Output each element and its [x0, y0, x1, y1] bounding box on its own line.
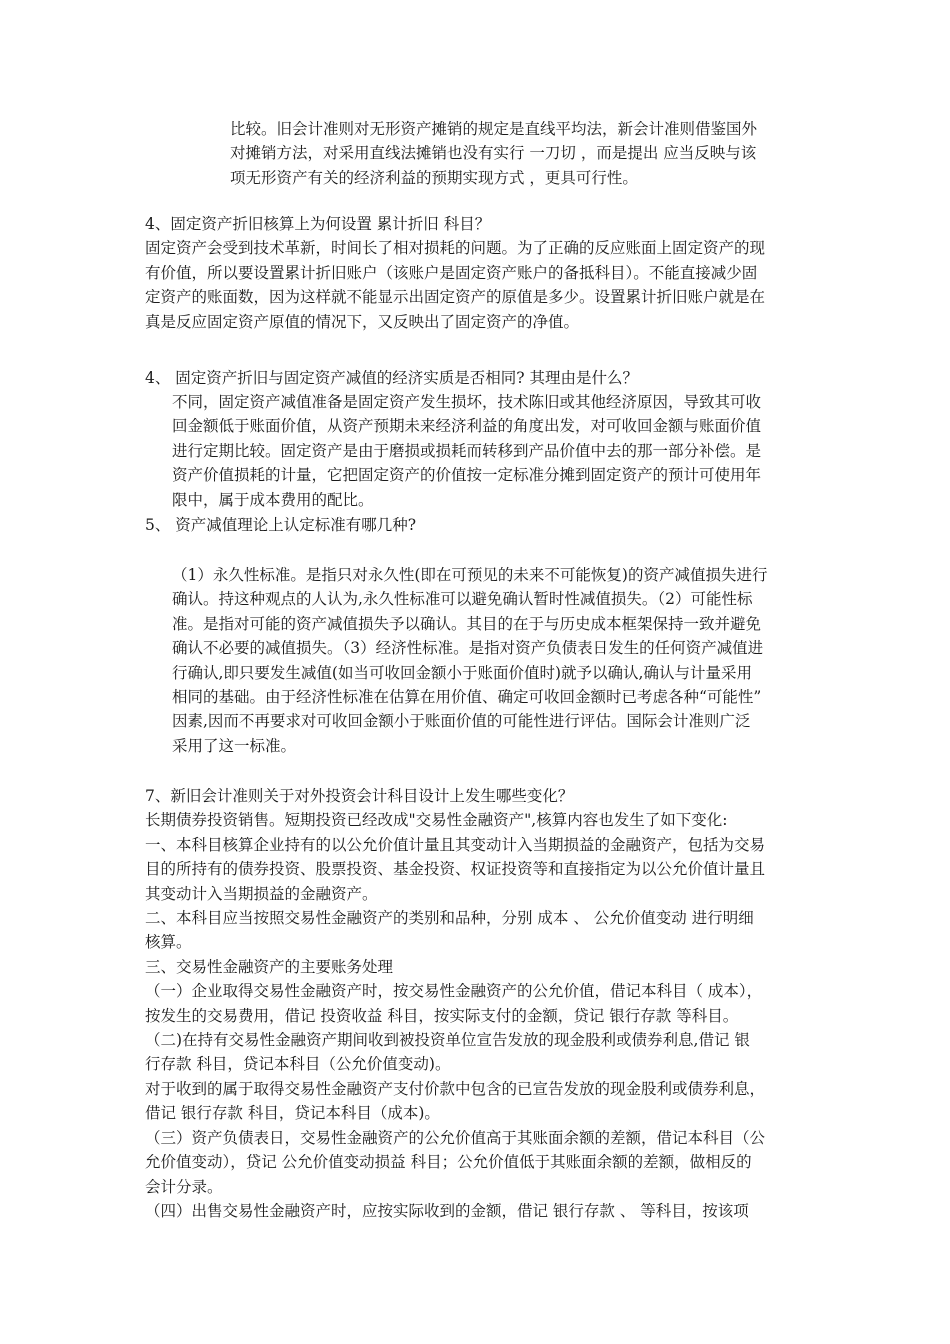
- text-line: 比较。旧会计准则对无形资产摊销的规定是直线平均法，新会计准则借鉴国外: [230, 120, 758, 138]
- text-line: 按发生的交易费用，借记 投资收益 科目，按实际支付的金额，贷记 银行存款 等科目。: [145, 1006, 739, 1025]
- text-line: 核算。: [145, 933, 192, 952]
- question-5-heading-block: [145, 513, 416, 537]
- text-line: （二)在持有交易性金融资产期间收到被投资单位宣告发放的现金股利或债券利息,借记 银: [145, 1031, 750, 1050]
- text-line: 目的所持有的债券投资、股票投资、基金投资、权证投资等和直接指定为以公允价值计量且: [145, 860, 766, 879]
- question-4b-answer: [172, 390, 761, 512]
- question-heading: 7、新旧会计准则关于对外投资会计科目设计上发生哪些变化？: [145, 787, 574, 805]
- text-line: 采用了这一标准。: [172, 736, 297, 755]
- text-line: 对摊销方法，对采用直线法摊销也没有实行 一刀切 ，而是提出 应当反映与该: [230, 144, 757, 163]
- text-line: 进行定期比较。固定资产是由于磨损或损耗而转移到产品价值中去的那一部分补偿。是: [172, 441, 762, 460]
- text-line: 行存款 科目，贷记本科目（公允价值变动)。: [145, 1055, 451, 1074]
- text-line: （一）企业取得交易性金融资产时，按交易性金融资产的公允价值，借记本科目（ 成本），: [145, 982, 763, 1001]
- text-line: 允价值变动），贷记 公允价值变动损益 科目；公允价值低于其账面余额的差额，做相反的: [145, 1153, 752, 1172]
- text-line: 一、本科目核算企业持有的以公允价值计量且其变动计入当期损益的金融资产，包括为交易: [145, 835, 766, 854]
- question-4a-section: [145, 212, 765, 334]
- text-line: 不同，固定资产减值准备是固定资产发生损坏，技术陈旧或其他经济原因，导致其可收: [172, 393, 762, 411]
- text-line: 因素,因而不再要求对可收回金额小于账面价值的可能性进行评估。国际会计准则广泛: [172, 712, 751, 731]
- text-line: 其变动计入当期损益的金融资产。: [145, 884, 378, 903]
- text-line: 对于收到的属于取得交易性金融资产支付价款中包含的已宣告发放的现金股利或债券利息，: [145, 1079, 766, 1098]
- question-4b-heading-block: [145, 366, 638, 390]
- text-line: （1）永久性标准。是指只对永久性(即在可预见的未来不可能恢复)的资产减值损失进行: [172, 566, 768, 584]
- text-line: 相同的基础。由于经济性标准在估算在用价值、确定可收回金额时已考虑各种“可能性”: [172, 688, 762, 707]
- text-line: 真是反应固定资产原值的情况下，又反映出了固定资产的净值。: [145, 312, 580, 331]
- text-line: 定资产的账面数，因为这样就不能显示出固定资产的原值是多少。设置累计折旧账户就是在: [145, 288, 766, 307]
- text-line: 会计分录。: [145, 1177, 223, 1196]
- text-line: 有价值，所以要设置累计折旧账户（该账户是固定资产账户的备抵科目）。不能直接减少固: [145, 263, 758, 282]
- text-line: 确认。持这种观点的人认为,永久性标准可以避免确认暂时性减值损失。（2）可能性标: [172, 590, 753, 609]
- text-line: 准。是指对可能的资产减值损失予以确认。其目的在于与历史成本框架保持一致并避免: [172, 614, 762, 633]
- question-heading: 5、 资产减值理论上认定标准有哪几种?: [145, 516, 417, 534]
- question-heading: 4、 固定资产折旧与固定资产减值的经济实质是否相同? 其理由是什么？: [145, 369, 639, 387]
- text-line: 确认不必要的减值损失。（3）经济性标准。是指对资产负债表日发生的任何资产减值进: [172, 639, 764, 658]
- text-line: 行确认,即只要发生减值(如当可收回金额小于账面价值时)就予以确认,确认与计量采用: [172, 663, 752, 682]
- question-heading: 4、固定资产折旧核算上为何设置 累计折旧 科目？: [145, 215, 491, 233]
- text-line: 二、本科目应当按照交易性金融资产的类别和品种，分别 成本 、 公允价值变动 进行明细: [145, 909, 754, 928]
- text-line: 回金额低于账面价值，从资产预期未来经济利益的角度出发，对可收回金额与账面价值: [172, 417, 762, 436]
- text-line: 长期债券投资销售。短期投资已经改成"交易性金融资产",核算内容也发生了如下变化:: [145, 811, 728, 830]
- question-5-answer: [172, 563, 767, 758]
- intro-paragraph: [230, 117, 757, 190]
- text-line: 资产价值损耗的计量，它把固定资产的价值按一定标准分摊到固定资产的预计可使用年: [172, 466, 762, 485]
- text-line: 固定资产会受到技术革新，时间长了相对损耗的问题。为了正确的反应账面上固定资产的现: [145, 239, 766, 258]
- text-line: 三、交易性金融资产的主要账务处理: [145, 957, 394, 976]
- text-line: 项无形资产有关的经济利益的预期实现方式 ，更具可行性。: [230, 168, 638, 187]
- text-line: （四）出售交易性金融资产时，应按实际收到的金额，借记 银行存款 、 等科目，按该项: [145, 1201, 749, 1220]
- text-line: 限中，属于成本费用的配比。: [172, 490, 374, 509]
- text-line: 借记 银行存款 科目，贷记本科目（成本)。: [145, 1104, 440, 1123]
- text-line: （三）资产负债表日，交易性金融资产的公允价值高于其账面余额的差额，借记本科目（公: [145, 1128, 766, 1147]
- question-7-section: [145, 784, 765, 1223]
